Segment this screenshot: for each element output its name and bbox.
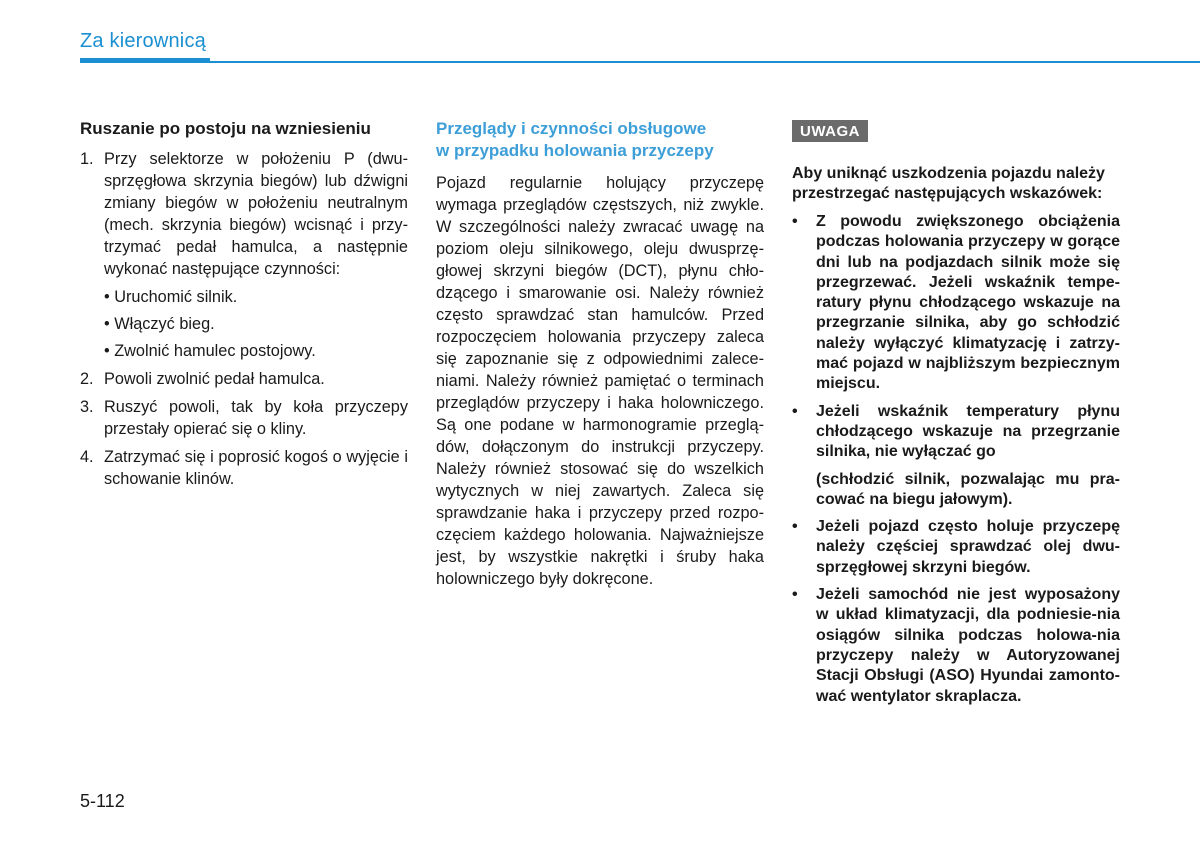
- warning-item: [792, 402, 1120, 463]
- warning-item-text: Z powodu zwiększonego obciążenia podczas holowania przyczepy w gorące dni lub na podjazdach silnik może się przegrzewać. Jeżeli wskaźnik tempe-ratury płynu chłodzącego wskazuje na przegrzanie silnika, aby go schłodzić należy wyłączyć klimatyzację i zatrzy-mać pojazd w najbliższym bezpiecznym miejscu.: [816, 213, 1120, 393]
- step-number: 2.: [80, 370, 94, 388]
- step-number: 1.: [80, 150, 94, 168]
- column-maintenance: [436, 118, 764, 590]
- bullet-icon: •: [792, 213, 798, 230]
- section-title: Za kierownicą: [80, 30, 206, 52]
- warning-item-text: Jeżeli pojazd często holuje przyczepę należy częściej sprawdzać olej dwu-sprzęgłowej skrzyni biegów.: [816, 518, 1120, 576]
- warning-item: [792, 517, 1120, 578]
- step-text: Zatrzymać się i poprosić kogoś o wyjęcie i schowanie klinów.: [104, 448, 408, 488]
- maintenance-body: Pojazd regularnie holujący przyczepę wymaga przeglądów częstszych, niż zwykle. W szczególności należy zwracać uwagę na poziom oleju silnikowego, oleju dwusprzę-głowej skrzyni biegów (DCT), płynu chło-dzącego i smarowanie osi. Należy również często sprawdzać stan hamulców. Przed rozpoczęciem holowania przyczepy zaleca się zapoznanie się z odpowiednimi zalece-niami. Należy również pamiętać o terminach przeglądów przyczepy i haka holowniczego. Są one podane w harmonogramie przeglą-dów, dołączonym do instrukcji przyczepy. Należy również stosować się do wszelkich wytycznych w niej zawartych. Zaleca się sprawdzanie haka i przyczepy przed rozpo-częciem każdego holowania. Najważniejsze jest, by wszystkie nakrętki i śruby haka holowniczego były dokręcone.: [436, 174, 764, 588]
- bullet-icon: •: [792, 518, 798, 536]
- step-text: Przy selektorze w położeniu P (dwu-sprzęgłowa skrzynia biegów) lub dźwigni zmiany biegów w położeniu neutralnym (mech. skrzynia biegów) wcisnąć i przy-trzymać pedał hamulca, a następnie wykonać następujące czynności:: [104, 150, 408, 278]
- warning-list: [792, 212, 1120, 463]
- maintenance-heading-line2: w przypadku holowania przyczepy: [436, 141, 714, 160]
- warning-item: [792, 585, 1120, 707]
- header-accent-bar: [80, 58, 210, 63]
- page-number: 5-112: [80, 791, 125, 811]
- maintenance-heading-line1: Przeglądy i czynności obsługowe: [436, 119, 707, 138]
- column-warning: [792, 118, 1120, 714]
- warning-list-continued: [792, 517, 1120, 707]
- sub-step-item: • Uruchomić silnik.: [104, 288, 238, 306]
- step-text: Ruszyć powoli, tak by koła przyczepy przestały opierać się o kliny.: [104, 398, 408, 438]
- step-item: [80, 368, 408, 390]
- bullet-icon: •: [792, 586, 798, 604]
- warning-intro: Aby uniknąć uszkodzenia pojazdu należy przestrzegać następujących wskazówek:: [792, 165, 1105, 202]
- bullet-icon: •: [792, 402, 798, 420]
- step-item: [80, 396, 408, 440]
- warning-item-text: Jeżeli wskaźnik temperatury płynu chłodzącego wskazuje na przegrzanie silnika, nie wyłączać go: [816, 402, 1120, 461]
- header-rule: [80, 61, 1200, 63]
- maintenance-heading: [436, 118, 764, 162]
- step-item: [80, 148, 408, 362]
- step-item: [80, 446, 408, 490]
- warning-badge: UWAGA: [792, 120, 868, 142]
- hill-start-heading: Ruszanie po postoju na wzniesieniu: [80, 119, 371, 138]
- sub-steps: [104, 286, 408, 362]
- warning-item: [792, 212, 1120, 395]
- hill-start-steps: [80, 148, 408, 490]
- step-text: Powoli zwolnić pedał hamulca.: [104, 370, 325, 388]
- sub-step-item: • Zwolnić hamulec postojowy.: [104, 342, 316, 360]
- warning-note: (schłodzić silnik, pozwalając mu pra-cować na biegu jałowym).: [816, 470, 1120, 508]
- step-number: 4.: [80, 448, 94, 466]
- column-hill-start: [80, 118, 408, 496]
- step-number: 3.: [80, 398, 94, 416]
- warning-item-text: Jeżeli samochód nie jest wyposażony w układ klimatyzacji, dla podniesie-nia osiągów silnika podczas holowa-nia przyczepy należy w Autoryzowanej Stacji Obsługi (ASO) Hyundai zamonto-wać wentylator skraplacza.: [816, 586, 1120, 705]
- sub-step-item: • Włączyć bieg.: [104, 315, 215, 333]
